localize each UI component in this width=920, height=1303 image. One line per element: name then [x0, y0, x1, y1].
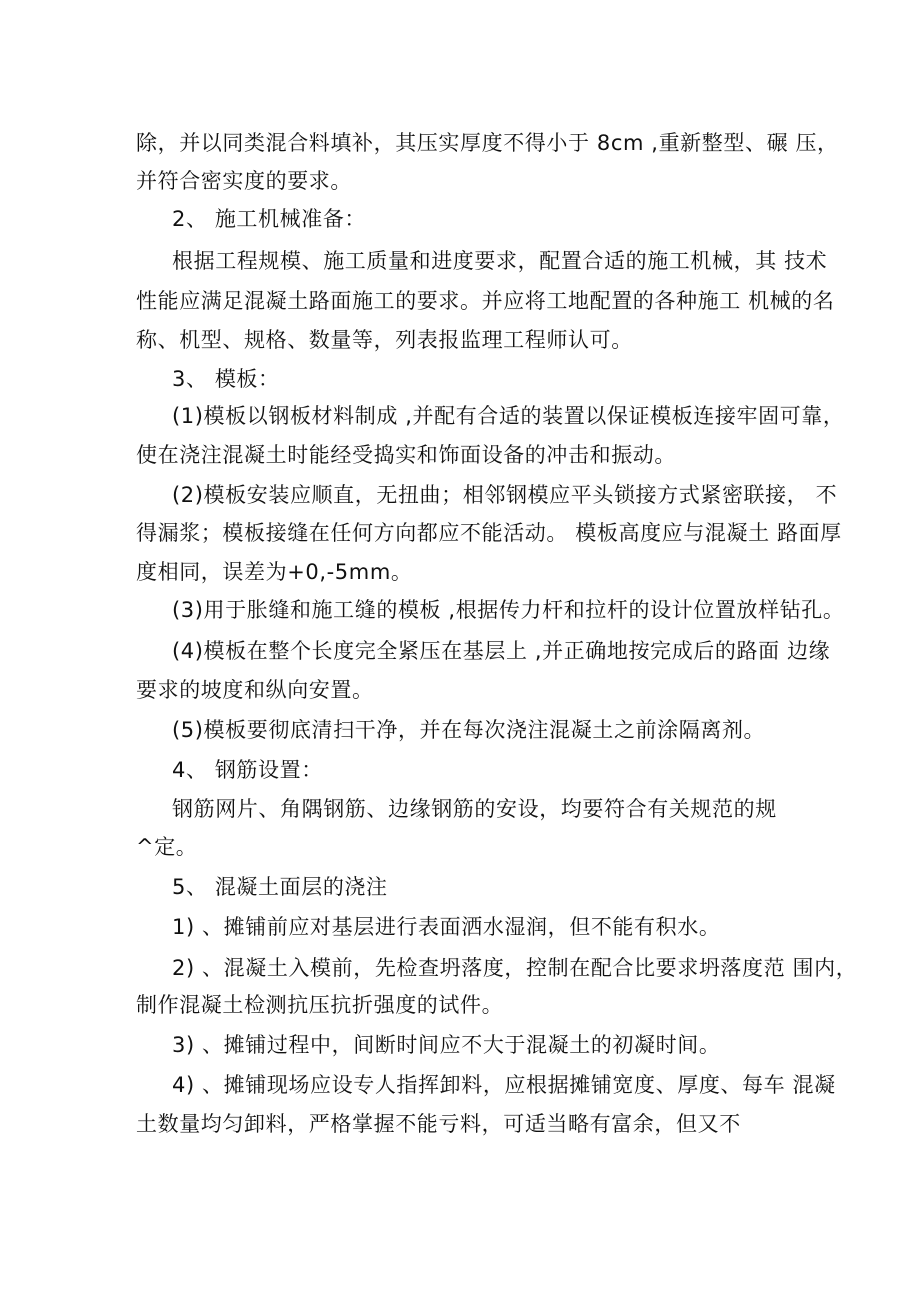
- text-line: 得漏浆；模板接缝在任何方向都应不能活动。 模板高度应与混凝土 路面厚: [136, 521, 842, 545]
- text-line: 除，并以同类混合料填补，其压实厚度不得小于 8cm ,重新整型、碾 压，: [136, 131, 839, 155]
- text-line: 制作混凝土检测抗压抗折强度的试件。: [136, 993, 504, 1017]
- text-line: (2)模板安装应顺直，无扭曲；相邻钢模应平头锁接方式紧密联接， 不: [172, 483, 838, 507]
- section-heading: 5、 混凝土面层的浇注: [172, 875, 388, 899]
- text-line: 3) 、摊铺过程中，间断时间应不大于混凝土的初凝时间。: [172, 1033, 721, 1057]
- text-line: 1) 、摊铺前应对基层进行表面洒水湿润，但不能有积水。: [172, 915, 721, 939]
- text-line: ^定。: [136, 835, 198, 859]
- text-line: 根据工程规模、施工质量和进度要求，配置合适的施工机械，其 技术: [172, 249, 828, 273]
- text-line: (4)模板在整个长度完全紧压在基层上 ,并正确地按完成后的路面 边缘: [172, 639, 831, 663]
- text-line: 称、机型、规格、数量等，列表报监理工程师认可。: [136, 328, 633, 352]
- text-line: 性能应满足混凝土路面施工的要求。并应将工地配置的各种施工 机械的名: [136, 289, 835, 313]
- text-line: (5)模板要彻底清扫干净，并在每次浇注混凝土之前涂隔离剂。: [172, 718, 766, 742]
- text-line: 2) 、混凝土入模前，先检查坍落度，控制在配合比要求坍落度范 围内，: [172, 956, 858, 980]
- text-line: 土数量均匀卸料，严格掌握不能亏料，可适当略有富余，但又不: [136, 1112, 741, 1136]
- text-line: (1)模板以钢板材料制成 ,并配有合适的装置以保证模板连接牢固可靠，: [172, 404, 845, 428]
- text-line: (3)用于胀缝和施工缝的模板 ,根据传力杆和拉杆的设计位置放样钻孔。: [172, 598, 845, 622]
- text-line: 4) 、摊铺现场应设专人指挥卸料，应根据摊铺宽度、厚度、每车 混凝: [172, 1073, 836, 1097]
- section-heading: 2、 施工机械准备：: [172, 207, 367, 231]
- section-heading: 4、 钢筋设置：: [172, 758, 323, 782]
- text-line: 并符合密实度的要求。: [136, 169, 352, 193]
- text-line: 要求的坡度和纵向安置。: [136, 678, 374, 702]
- text-line: 使在浇注混凝土时能经受捣实和饰面设备的冲击和振动。: [136, 443, 676, 467]
- section-heading: 3、 模板：: [172, 367, 280, 391]
- text-line: 钢筋网片、角隅钢筋、边缘钢筋的安设，均要符合有关规范的规: [172, 797, 777, 821]
- text-line: 度相同，误差为+0,-5mm。: [136, 560, 413, 584]
